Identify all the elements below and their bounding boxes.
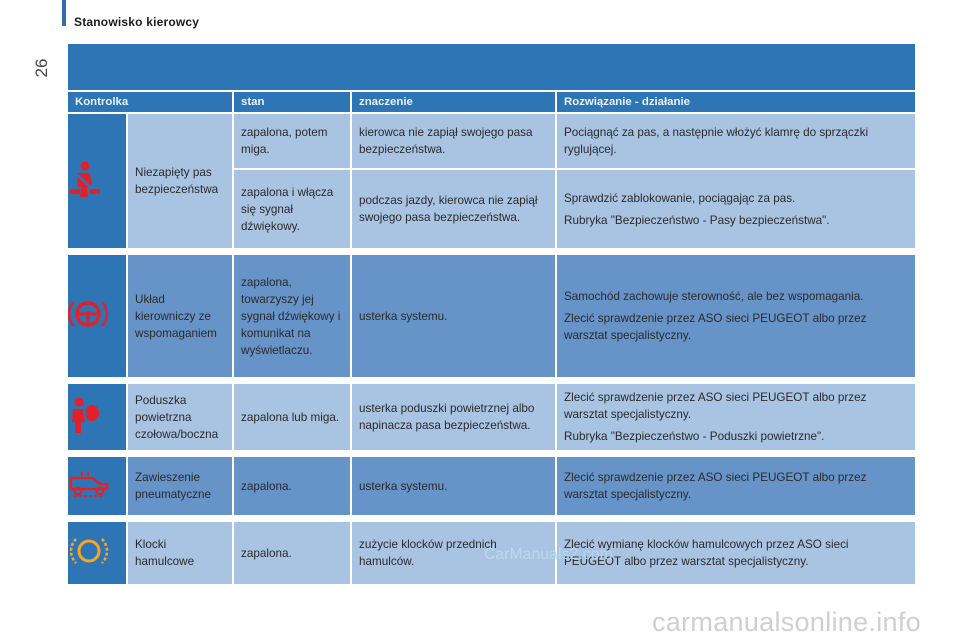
solution-cell [557, 457, 915, 517]
solution-cell [557, 114, 915, 170]
column-header-rozwiazanie: Rozwiązanie - działanie [557, 92, 915, 114]
meaning-cell: kierowca nie zapiął swojego pasa bezpieczeństwa. [352, 114, 557, 170]
watermark-carmanualsonline: carmanualsonline.info [652, 607, 921, 637]
table-row [68, 457, 915, 517]
warning-icon-cell [68, 522, 128, 586]
solution-cell [557, 384, 915, 452]
warning-name: Układ kierowniczy ze wspomaganiem [128, 255, 234, 379]
page-number: 26 [32, 58, 51, 78]
meaning-cell: usterka systemu. [352, 457, 557, 517]
warning-icon-cell [68, 457, 128, 517]
column-header-znaczenie: znaczenie [352, 92, 557, 114]
meaning-cell: podczas jazdy, kierowca nie zapiął swojego pasa bezpieczeństwa. [352, 170, 557, 250]
brake-pads-icon [68, 533, 110, 569]
table-header-row [68, 92, 915, 114]
solution-line: Rubryka "Bezpieczeństwo - Pasy bezpieczeństwa". [564, 213, 830, 227]
meaning-cell: usterka systemu. [352, 255, 557, 379]
solution-cell [557, 170, 915, 250]
meaning-cell: zużycie klocków przednich hamulców. [352, 522, 557, 586]
air-suspension-icon [68, 469, 110, 499]
solution-line: Zlecić sprawdzenie przez ASO sieci PEUGEOT albo przez warsztat specjalistyczny. [564, 312, 867, 342]
table-row [68, 255, 915, 379]
table-top-band [68, 44, 915, 90]
solution-line: Rubryka "Bezpieczeństwo - Poduszki powietrzne". [564, 430, 825, 443]
status-cell: zapalona. [234, 522, 352, 586]
power-steering-icon [68, 296, 108, 332]
solution-line: Sprawdzić zablokowanie, pociągając za pas. [564, 191, 796, 205]
column-header-stan: stan [234, 92, 352, 114]
solution-line: Zlecić wymianę klocków hamulcowych przez ASO sieci PEUGEOT albo przez warsztat specjalistyczny. [564, 538, 849, 568]
status-cell: zapalona, potem miga. [234, 114, 352, 170]
warning-name: Poduszka powietrzna czołowa/boczna [128, 384, 234, 452]
column-header-kontrolka: Kontrolka [68, 92, 234, 114]
warning-icon-cell [68, 384, 128, 452]
section-title: Stanowisko kierowcy [74, 15, 200, 29]
status-cell: zapalona i włącza się sygnał dźwiękowy. [234, 170, 352, 250]
solution-line: Zlecić sprawdzenie przez ASO sieci PEUGEOT albo przez warsztat specjalistyczny. [564, 471, 867, 501]
warning-name: Klocki hamulcowe [128, 522, 234, 586]
warning-name: Zawieszenie pneumatyczne [128, 457, 234, 517]
meaning-cell: usterka poduszki powietrznej albo napinacza pasa bezpieczeństwa. [352, 384, 557, 452]
warning-name: Niezapięty pas bezpieczeństwa [128, 114, 234, 250]
seatbelt-icon [68, 160, 102, 198]
warning-icon-cell [68, 255, 128, 379]
warning-icon-cell [68, 114, 128, 250]
section-accent-bar [62, 0, 66, 26]
table-row [68, 114, 915, 170]
solution-line: Zlecić sprawdzenie przez ASO sieci PEUGEOT albo przez warsztat specjalistyczny. [564, 391, 867, 421]
solution-line: Pociągnąć za pas, a następnie włożyć klamrę do sprzączki ryglującej. [564, 126, 869, 156]
warning-lights-table [68, 92, 915, 586]
watermark-carmanuals2: CarManuals2.com [484, 546, 613, 563]
airbag-icon [68, 396, 102, 434]
table-row [68, 384, 915, 452]
solution-cell [557, 255, 915, 379]
status-cell: zapalona, towarzyszy jej sygnał dźwiękowy i komunikat na wyświetlaczu. [234, 255, 352, 379]
status-cell: zapalona lub miga. [234, 384, 352, 452]
solution-line: Samochód zachowuje sterowność, ale bez wspomagania. [564, 290, 864, 303]
status-cell: zapalona. [234, 457, 352, 517]
